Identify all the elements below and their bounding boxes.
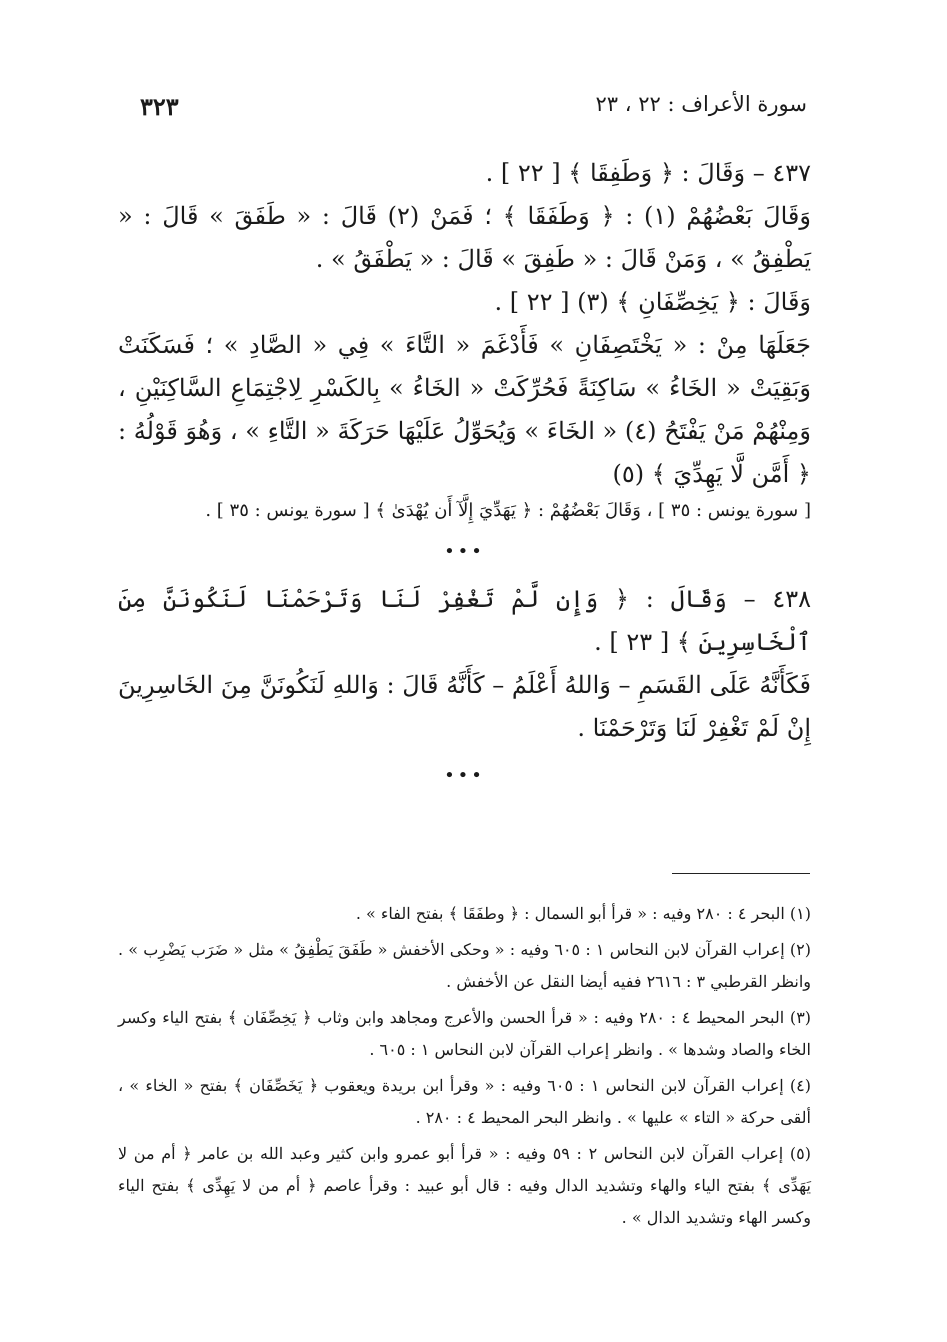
footnote: (٤) إعراب القرآن لابن النحاس ١ : ٦٠٥ وفيه : « وقرأ ابن بريدة ويعقوب ﴿ يَخَصِّفَان ﴾ بفتح « الخاء » ، ألقى حركة « التاء » عليها » . وانظر البحر المحيط ٤ : ٢٨٠ . <box>118 1076 812 1127</box>
section-separator: ••• <box>444 765 485 786</box>
paragraph: وَقَالَ : ﴿ يَخِصِّفَانِ ﴾ (٣) [ ٢٢ ] . <box>494 288 811 316</box>
main-text <box>118 152 811 802</box>
quran-reference-line: [ سورة يونس : ٣٥ ] ، وَقَالَ بَعْضُهُمْ : ﴿ يَهَدِّيَ إِلَّآ أَن يُهْدَىٰ ﴾ [ سورة يونس : ٣٥ ] . <box>205 500 811 521</box>
section-separator: ••• <box>444 541 485 562</box>
page-number: ٣٢٣ <box>140 92 179 121</box>
footnote: (١) البحر ٤ : ٢٨٠ وفيه : « قرأ أبو السمال : ﴿ وطفَقَا ﴾ بفتح الفاء » . <box>355 904 811 923</box>
running-title: سورة الأعراف : ٢٢ ، ٢٣ <box>595 92 807 116</box>
footnotes <box>118 898 811 1238</box>
footnote: (٢) إعراب القرآن لابن النحاس ١ : ٦٠٥ وفيه : « وحكى الأخفش « طَفَقَ يَطْفِقُ » مثل « ضَرَب يَضْرِب » . وانظر القرطبي ٣ : ٢٦١٦ ففيه أيضا النقل عن الأخفش . <box>118 940 812 991</box>
footnote: (٣) البحر المحيط ٤ : ٢٨٠ وفيه : « قرأ الحسن والأعرج ومجاهد وابن وثاب ﴿ يَخِصِّفَان ﴾ بفتح الياء وكسر الخاء والصاد وشدها » . وانظر إعراب القرآن لابن النحاس ١ : ٦٠٥ . <box>118 1008 812 1059</box>
paragraph: فَكَأَنَّهُ عَلَى القَسَمِ – وَاللهُ أَعْلَمُ – كَأَنَّهُ قَالَ : وَاللهِ لَنَكُونَنَّ مِنَ الخَاسِرِينَ إِنْ لَمْ تَغْفِرْ لَنَا وَتَرْحَمْنَا . <box>118 671 811 742</box>
paragraph: جَعَلَهَا مِنْ : « يَخْتَصِفَانِ » فَأَدْغَمَ « التَّاءَ » فِي « الصَّادِ » ؛ فَسَكَنَتْ وَبَقِيَتْ « الخَاءُ » سَاكِنَةً فَحُرِّكَتْ « الخَاءُ » بِالكَسْرِ لِاجْتِمَاعِ السَّاكِنَيْنِ ، وَمِنْهُمْ مَنْ يَفْتَحُ (٤) « الخَاءَ » وَيُحَوِّلُ عَلَيْهَا حَرَكَةَ « التَّاءِ » ، وَهُوَ قَوْلُهُ : ﴿ أَمَّن لَّا يَهِدِّيَ ﴾ (٥) <box>118 331 811 488</box>
paragraph: وَقَالَ بَعْضُهُمْ (١) : ﴿ وَطَفَقَا ﴾ ؛ فَمَنْ (٢) قَالَ : « طَفَقَ » قَالَ : « يَطْفِقُ » ، وَمَنْ قَالَ : « طَفِقَ » قَالَ : « يَطْفَقُ » . <box>118 202 811 273</box>
page-header <box>140 92 807 128</box>
paragraph-437-heading: ٤٣٧ – وَقَالَ : ﴿ وَطَفِقَا ﴾ [ ٢٢ ] . <box>485 159 811 187</box>
footnote-divider <box>672 873 810 874</box>
paragraph-438-heading: ٤٣٨ – وَقَالَ : ﴿ وَإِن لَّمْ تَغْفِرْ لَنَا وَتَرْحَمْنَا لَنَكُونَنَّ مِنَ ٱلْخَاسِرِينَ ﴾ [ ٢٣ ] . <box>118 585 811 656</box>
footnote: (٥) إعراب القرآن لابن النحاس ٢ : ٥٩ وفيه : « قرأ أبو عمرو وابن كثير وعبد الله بن عامر ﴿ أم من لا يَهَدِّى ﴾ بفتح الياء والهاء وتشديد الدال وفيه : قال أبو عبيد : وقرأ عاصم ﴿ أم من لا يَهِدِّى ﴾ بفتح الياء وكسر الهاء وتشديد الدال » . <box>118 1144 811 1227</box>
